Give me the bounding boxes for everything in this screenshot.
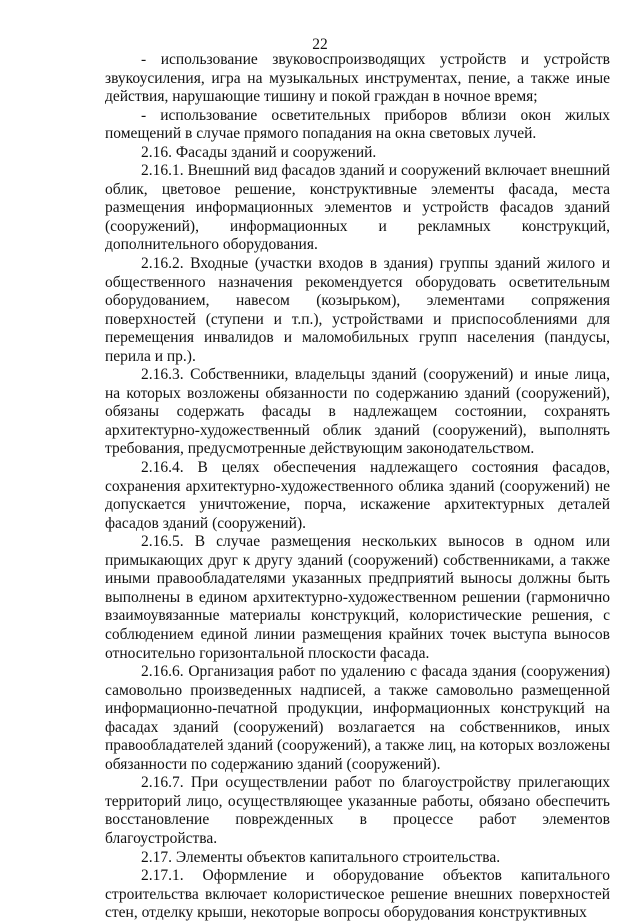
- paragraph: - использование осветительных приборов вблизи окон жилых помещений в случае прямого попадания на окна световых лучей.: [105, 106, 610, 143]
- paragraph: 2.16.1. Внешний вид фасадов зданий и сооружений включает внешний облик, цветовое решение, конструктивные элементы фасада, места размещения информационных элементов и устройств фасадов зданий (сооружений), информационных и рекламных конструкций, дополнительного оборудования.: [105, 162, 610, 254]
- paragraph: 2.16.7. При осуществлении работ по благоустройству прилегающих территорий лицо, осуществляющее указанные работы, обязано обеспечить восстановление поврежденных в процессе работ элементов благоустройства.: [105, 774, 610, 847]
- page-number: 22: [312, 36, 328, 53]
- paragraph: - использование звуковоспроизводящих устройств и устройств звукоусиления, игра на музыкальных инструментах, пение, а также иные действия, нарушающие тишину и покой граждан в ночное время;: [105, 51, 610, 106]
- paragraph: 2.17.1. Оформление и оборудование объектов капитального строительства включает колористическое решение внешних поверхностей стен, отделку крыши, некоторые вопросы оборудования конструктивных: [105, 867, 610, 922]
- paragraph: 2.16.3. Собственники, владельцы зданий (сооружений) и иные лица, на которых возложены обязанности по содержанию зданий (сооружений), обязаны содержать фасады в надлежащем состоянии, сохранять архитектурно-художественный облик зданий (сооружений), выполнять требования, предусмотренные действующим законодательством.: [105, 366, 610, 458]
- paragraph: 2.16.5. В случае размещения нескольких выносов в одном или примыкающих друг к другу зданий (сооружений) собственниками, а также иными правообладателями указанных предприятий выносы должны быть выполнены в едином архитектурно-художественном решении (гармонично взаимоувязанные материалы конструкций, колористические решения, с соблюдением единой линии размещения крайних точек выступа выносов относительно горизонтальной плоскости фасада.: [105, 533, 610, 662]
- paragraph: 2.16.6. Организация работ по удалению с фасада здания (сооружения) самовольно произведенных надписей, а также самовольно размещенной информационно-печатной продукции, информационных конструкций на фасадах зданий (сооружений) возлагается на собственников, иных правообладателей зданий (сооружений), а также лиц, на которых возложены обязанности по содержанию зданий (сооружений).: [105, 663, 610, 773]
- section-heading: 2.17. Элементы объектов капитального строительства.: [141, 848, 501, 866]
- paragraph: 2.16.2. Входные (участки входов в здания) группы зданий жилого и общественного назначения рекомендуется оборудовать осветительным оборудованием, навесом (козырьком), элементами сопряжения поверхностей (ступени и т.п.), устройствами и приспособлениями для перемещения инвалидов и маломобильных групп населения (пандусы, перила и пр.).: [105, 255, 610, 365]
- paragraph: 2.16.4. В целях обеспечения надлежащего состояния фасадов, сохранения архитектурно-художественного облика зданий (сооружений) не допускается уничтожение, порча, искажение архитектурных деталей фасадов зданий (сооружений).: [105, 459, 610, 532]
- section-heading: 2.16. Фасады зданий и сооружений.: [141, 143, 377, 161]
- document-body: [105, 51, 610, 923]
